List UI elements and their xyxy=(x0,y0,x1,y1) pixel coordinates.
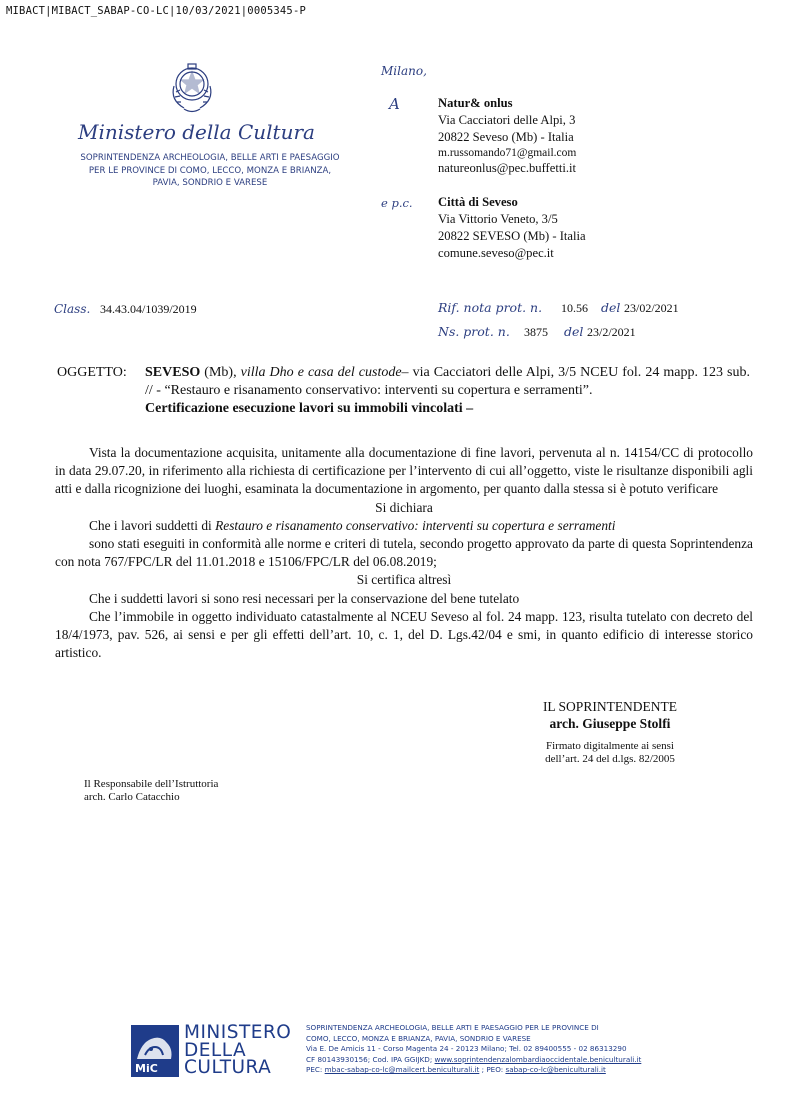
footer-line: SOPRINTENDENZA ARCHEOLOGIA, BELLE ARTI E PAESAGGIO PER LE PROVINCE DI xyxy=(306,1023,599,1032)
ref-date: 23/02/2021 xyxy=(624,301,679,315)
works-title: Restauro e risanamento conservativo: interventi su copertura e serramenti xyxy=(215,517,616,533)
certifies-heading: Si certifica altresì xyxy=(356,572,452,588)
protocol-header: MIBACT|MIBACT_SABAP-CO-LC|10/03/2021|0005345-P xyxy=(6,5,306,17)
logo-text: MiC xyxy=(135,1062,158,1075)
object-label: OGGETTO: xyxy=(57,365,127,380)
signature-title: IL SOPRINTENDENTE xyxy=(542,699,678,714)
works-line xyxy=(55,517,753,535)
cc-block xyxy=(438,194,586,262)
office-line: PER LE PROVINCE DI COMO, LECCO, MONZA E BRIANZA, xyxy=(88,165,332,176)
class-label: Class. xyxy=(54,302,91,316)
responsible-title: Il Responsabile dell’Istruttoria xyxy=(84,778,219,790)
paragraph-conformity: sono stati eseguiti in conformità alle norme e criteri di tutela, secondo progetto approvato da parte di questa Soprintendenza con nota 767/FPC/LR del 11.01.2018 e 15106/FPC/LR del 06.08.2019; xyxy=(55,536,753,570)
footer-brand xyxy=(184,1024,291,1077)
digital-note-line: dell’art. 24 del d.lgs. 82/2005 xyxy=(545,753,675,765)
object-details: – via Cacciatori delle Alpi, 3/5 NCEU fol. 24 mapp. 123 sub. // - “Restauro e risanamento conservativo: interventi su copertura e serramenti”. xyxy=(145,365,751,398)
mic-logo-icon xyxy=(131,1025,179,1077)
recipient-city: 20822 Seveso (Mb) - Italia xyxy=(438,130,574,144)
prot-date: 23/2/2021 xyxy=(587,325,636,339)
paragraph-documentation: Vista la documentazione acquisita, unitamente alla documentazione di fine lavori, pervenuta al n. 14154/CC di protocollo in data 29.07.20, in riferimento alla richiesta di certificazione per l’intervento di cui all’oggetto, viste le risultanze disponibili agli atti e dalla ricognizione dei luoghi, esaminata la documentazione in argomento, per quanto dalla stessa si è potuto verificare xyxy=(55,445,753,497)
signature-block xyxy=(490,698,730,732)
brand-line: DELLA xyxy=(184,1039,247,1061)
peo-link[interactable]: sabap-co-lc@beniculturali.it xyxy=(505,1065,606,1074)
office-line: SOPRINTENDENZA ARCHEOLOGIA, BELLE ARTI E PAESAGGIO xyxy=(80,153,340,163)
recipient-address: Via Cacciatori delle Alpi, 3 xyxy=(438,113,576,127)
footer-fiscal: CF 80143930156; Cod. IPA GGIJKD; xyxy=(306,1054,433,1064)
object-villa: villa Dho e casa del custode xyxy=(240,365,402,380)
prot-number: 3875 xyxy=(524,325,548,339)
cc-address: Via Vittorio Veneto, 3/5 xyxy=(438,212,558,226)
digital-signature-note xyxy=(500,740,720,766)
object-content xyxy=(145,364,750,418)
recipient-block xyxy=(438,95,576,177)
ministry-title: Ministero della Cultura xyxy=(78,120,315,144)
recipient-name: Natur& onlus xyxy=(438,96,513,110)
footer-line: Via E. De Amicis 11 - Corso Magenta 24 - 20123 Milano; Tel. 02 89400555 - 02 86313290 xyxy=(306,1044,627,1053)
responsible-block xyxy=(84,778,218,804)
cc-name: Città di Seveso xyxy=(438,195,518,209)
object-certification: Certificazione esecuzione lavori su immobili vincolati – xyxy=(145,401,474,416)
class-value: 34.43.04/1039/2019 xyxy=(100,302,197,316)
works-intro: Che i lavori suddetti di xyxy=(89,517,212,533)
cc-city: 20822 SEVESO (Mb) - Italia xyxy=(438,229,586,243)
object-province: (Mb), xyxy=(204,365,237,380)
office-name xyxy=(64,152,356,190)
footer-line xyxy=(306,1055,726,1066)
paragraph-necessity: Che i suddetti lavori si sono resi necessari per la conservazione del bene tutelato xyxy=(89,590,520,606)
pec-label: PEC: xyxy=(306,1065,323,1074)
pec-link[interactable]: mbac-sabap-co-lc@mailcert.beniculturali.it xyxy=(324,1065,480,1074)
footer-line: COMO, LECCO, MONZA E BRIANZA, PAVIA, SONDRIO E VARESE xyxy=(306,1033,531,1043)
declares-heading: Si dichiara xyxy=(375,499,433,515)
footer-contacts xyxy=(306,1023,726,1076)
recipient-email: m.russomando71@gmail.com xyxy=(438,147,577,159)
place-label: Milano, xyxy=(381,64,427,78)
office-line: PAVIA, SONDRIO E VARESE xyxy=(152,178,268,188)
paragraph-protection: Che l’immobile in oggetto individuato catastalmente al NCEU Seveso al fol. 24 mapp. 123, risulta tutelato con decreto del 18/4/1973, pav. 526, ai sensi e per gli effetti dell’art. 10, c. 1, del D. Lgs.42/04 e smi, in quanto edificio di interesse storico artistico. xyxy=(55,608,753,661)
responsible-name: arch. Carlo Catacchio xyxy=(84,791,180,803)
recipient-pec: natureonlus@pec.buffetti.it xyxy=(438,161,576,175)
cc-pec: comune.seveso@pec.it xyxy=(438,246,554,260)
peo-label: ; PEO: xyxy=(481,1065,504,1074)
cc-label: e p.c. xyxy=(381,196,413,210)
brand-line: CULTURA xyxy=(184,1057,272,1078)
object-town: SEVESO xyxy=(145,365,201,380)
emblem-icon xyxy=(166,56,218,116)
brand-line: MINISTERO xyxy=(184,1022,292,1043)
prot-label: Ns. prot. n. xyxy=(438,324,510,339)
recipient-label: A xyxy=(389,95,400,113)
ref-label: Rif. nota prot. n. xyxy=(438,300,543,315)
footer-line xyxy=(306,1065,726,1076)
ref-number: 10.56 xyxy=(561,301,588,315)
prot-date-label: del xyxy=(564,324,584,339)
ref-date-label: del xyxy=(601,300,621,315)
signature-name: arch. Giuseppe Stolfi xyxy=(549,716,671,731)
digital-note-line: Firmato digitalmente ai sensi xyxy=(545,740,674,752)
letter-body xyxy=(55,444,753,662)
website-link[interactable]: www.soprintendenzalombardiaoccidentale.beniculturali.it xyxy=(434,1054,642,1064)
